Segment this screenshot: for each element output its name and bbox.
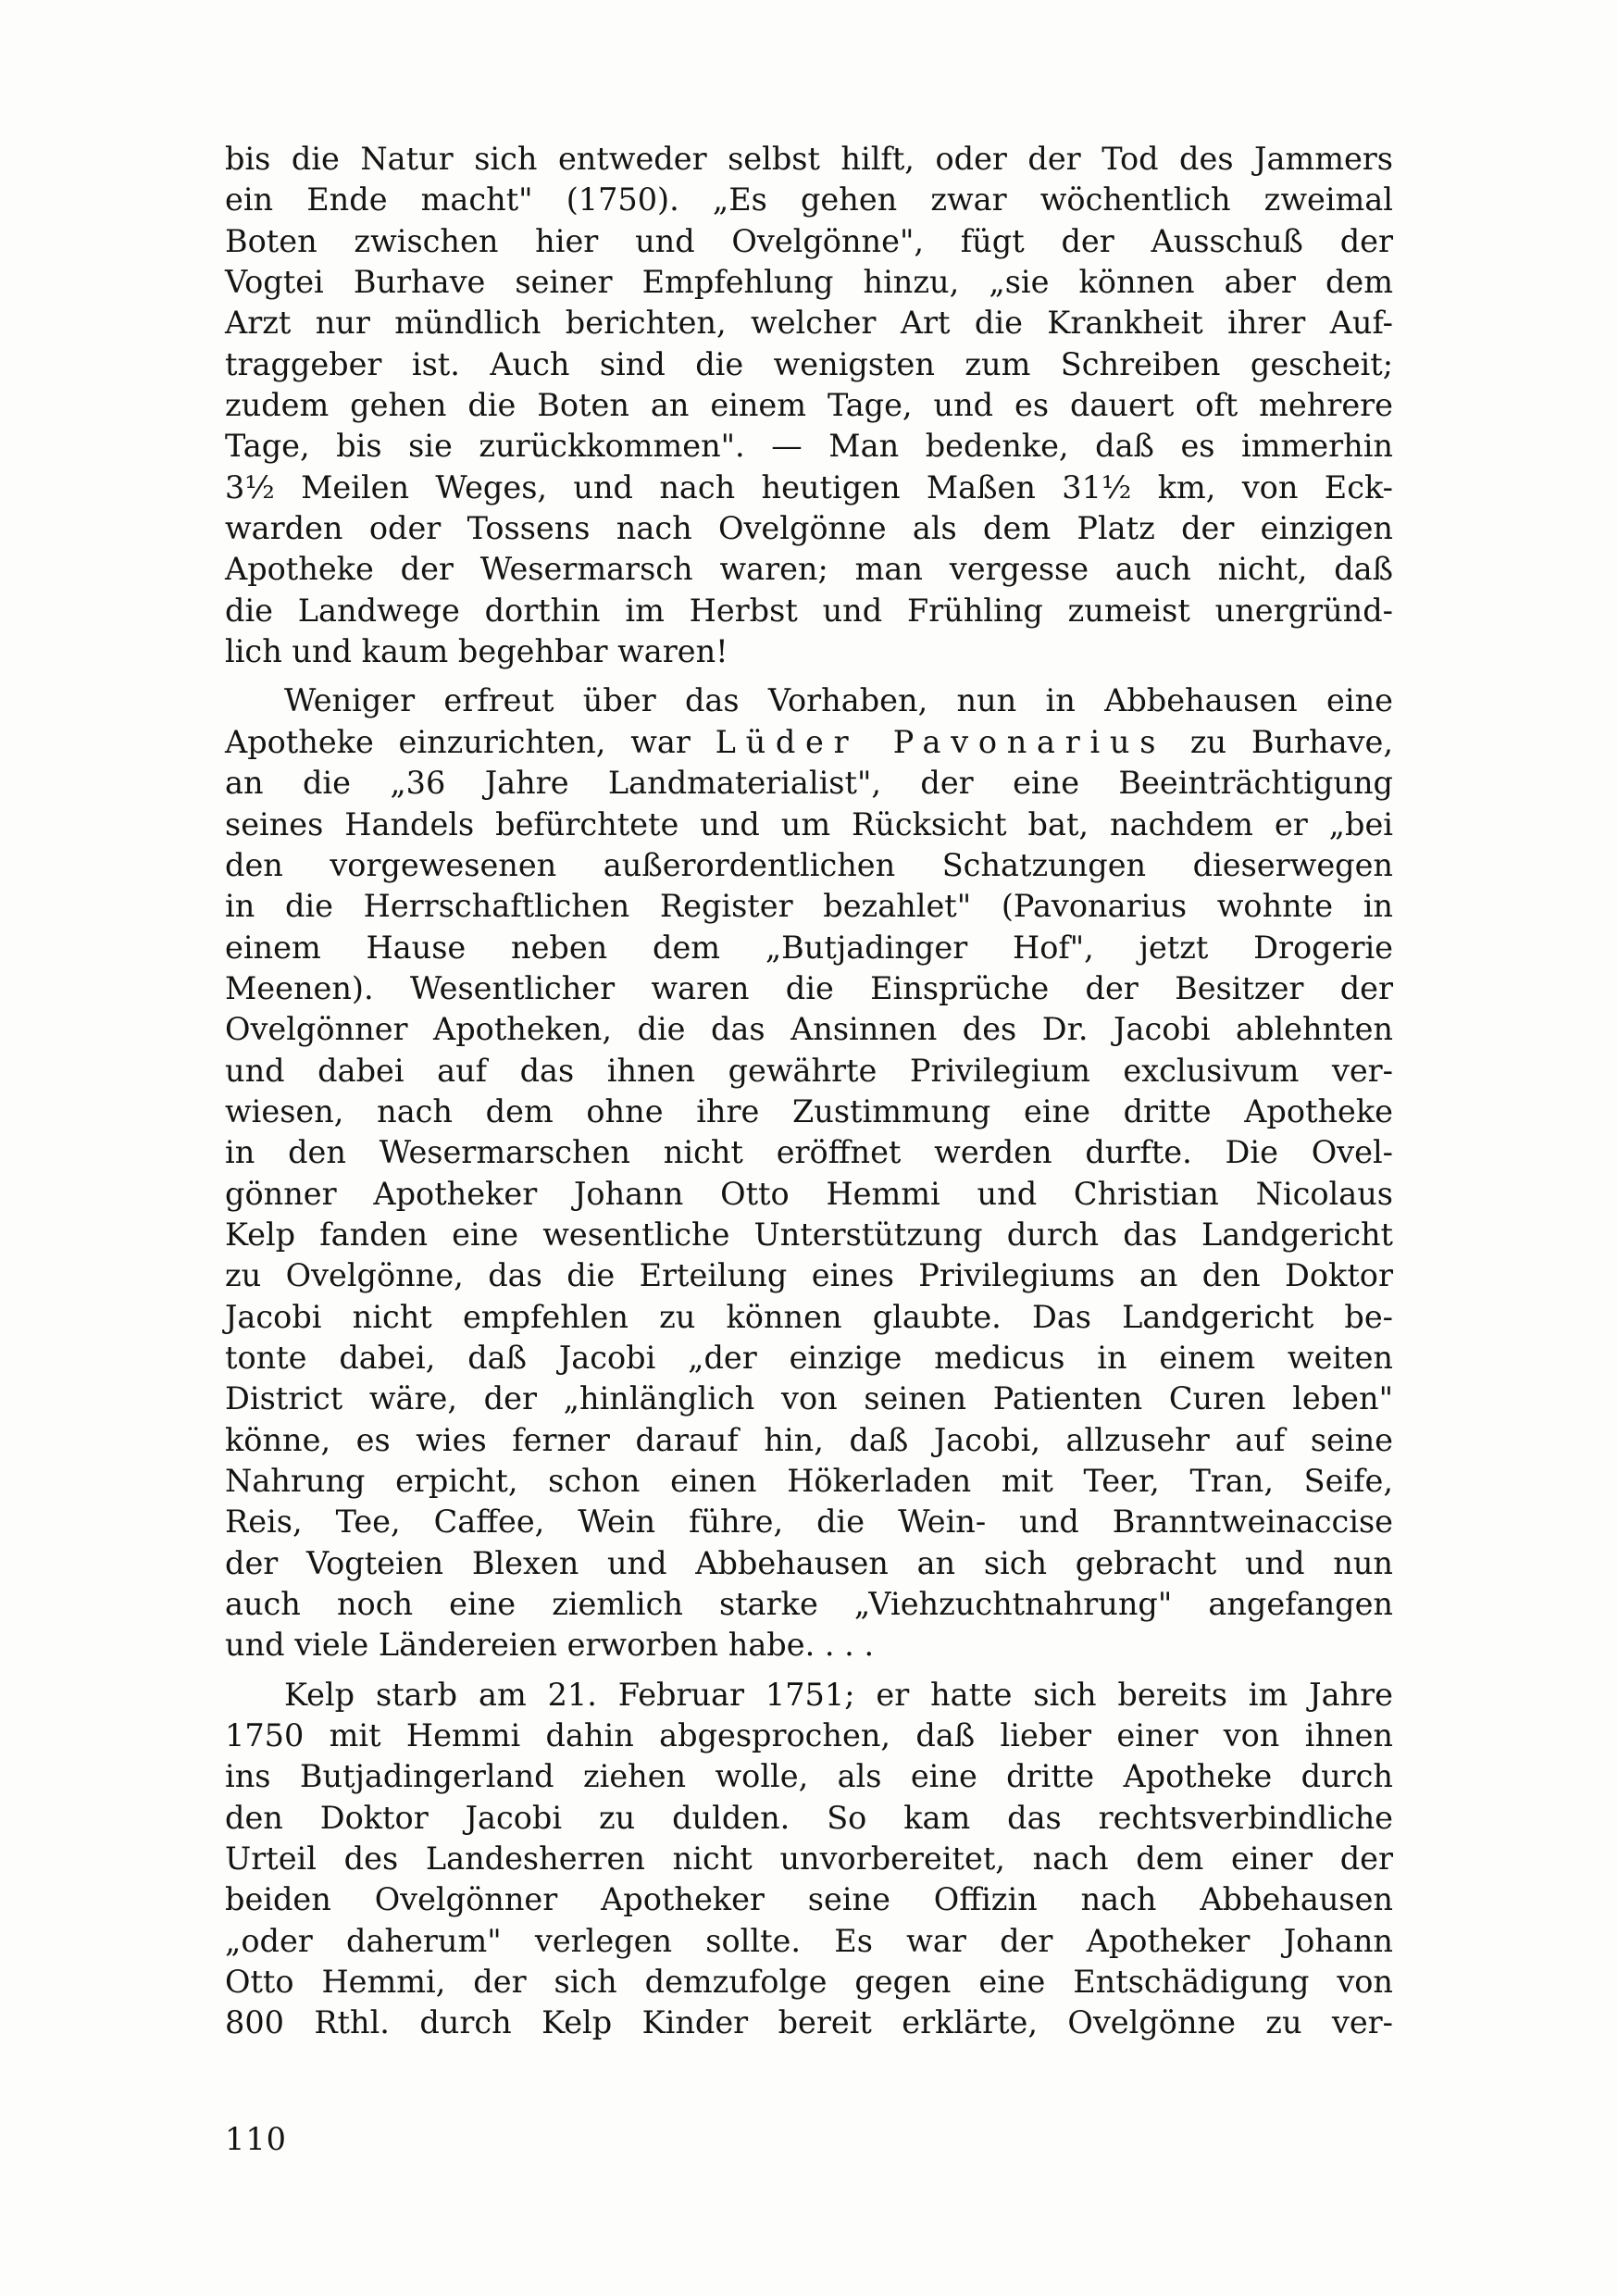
page-number: 110 (225, 2121, 287, 2157)
text-line: Reis, Tee, Caffee, Wein führe, die Wein- und Branntweinaccise (225, 1504, 1393, 1541)
text-line: den Doktor Jacobi zu dulden. So kam das rechtsverbindliche (225, 1799, 1393, 1836)
text-line: tonte dabei, daß Jacobi „der einzige medicus in einem weiten (225, 1339, 1393, 1376)
text-line: könne, es wies ferner darauf hin, daß Jacobi, allzusehr auf seine (225, 1421, 1393, 1458)
text-segment: zu Burhave, (1165, 723, 1393, 760)
text-line: 800 Rthl. durch Kelp Kinder bereit erklärte, Ovelgönne zu ver- (225, 2004, 1393, 2041)
text-line: Ovelgönner Apotheken, die das Ansinnen des Dr. Jacobi ablehnten (225, 1011, 1393, 1048)
text-line: Urteil des Landesherren nicht unvorbereitet, nach dem einer der (225, 1841, 1393, 1878)
text-line: District wäre, der „hinlänglich von seinen Patienten Curen leben" (225, 1380, 1393, 1417)
text-line: einem Hause neben dem „Butjadinger Hof", jetzt Drogerie (225, 929, 1393, 966)
paragraph-3 (225, 1675, 1393, 2044)
text-line: Kelp starb am 21. Februar 1751; er hatte sich bereits im Jahre (284, 1676, 1393, 1713)
paragraph-1 (225, 139, 1393, 672)
paragraph-gap (225, 1666, 1393, 1675)
text-line: Vogtei Burhave seiner Empfehlung hinzu, „sie können aber dem (225, 264, 1393, 301)
text-line: Nahrung erpicht, schon einen Hökerladen mit Teer, Tran, Seife, (225, 1463, 1393, 1499)
text-line: in die Herrschaftlichen Register bezahlet" (Pavonarius wohnte in (225, 888, 1393, 925)
text-line: in den Wesermarschen nicht eröffnet werden durfte. Die Ovel- (225, 1134, 1393, 1171)
text-line: traggeber ist. Auch sind die wenigsten zum Schreiben gescheit; (225, 345, 1393, 382)
text-line: Arzt nur mündlich berichten, welcher Art die Krankheit ihrer Auf- (225, 305, 1393, 342)
text-line: warden oder Tossens nach Ovelgönne als dem Platz der einzigen (225, 510, 1393, 547)
text-line: bis die Natur sich entweder selbst hilft, oder der Tod des Jammers (225, 141, 1393, 177)
text-line: wiesen, nach dem ohne ihre Zustimmung eine dritte Apotheke (225, 1092, 1393, 1129)
text-line: beiden Ovelgönner Apotheker seine Offizin nach Abbehausen (225, 1881, 1393, 1918)
text-line: an die „36 Jahre Landmaterialist", der eine Beeinträchtigung (225, 765, 1393, 802)
text-line: Weniger erfreut über das Vorhaben, nun in Abbehausen eine (284, 682, 1393, 719)
text-line-spaced-name (225, 722, 1393, 763)
text-line: ein Ende macht" (1750). „Es gehen zwar wöchentlich zweimal (225, 181, 1393, 218)
text-line: der Vogteien Blexen und Abbehausen an sich gebracht und nun (225, 1544, 1393, 1581)
text-line: Kelp fanden eine wesentliche Unterstützung durch das Landgericht (225, 1216, 1393, 1253)
text-line: Tage, bis sie zurückkommen". — Man bedenke, daß es immerhin (225, 428, 1393, 465)
text-line: auch noch eine ziemlich starke „Viehzuchtnahrung" angefangen (225, 1586, 1393, 1623)
text-line: die Landwege dorthin im Herbst und Frühling zumeist unergründ- (225, 592, 1393, 629)
text-segment: Apotheke einzurichten, war (225, 723, 716, 760)
paragraph-gap (225, 672, 1393, 680)
text-line: „oder daherum" verlegen sollte. Es war der Apotheker Johann (225, 1922, 1393, 1959)
text-line: den vorgewesenen außerordentlichen Schatzungen dieserwegen (225, 846, 1393, 883)
text-line: Apotheke der Wesermarsch waren; man vergesse auch nicht, daß (225, 551, 1393, 588)
text-line: und dabei auf das ihnen gewährte Privilegium exclusivum ver- (225, 1052, 1393, 1089)
text-line: lich und kaum begehbar waren! (225, 633, 728, 670)
text-line: seines Handels befürchtete und um Rücksicht bat, nachdem er „bei (225, 805, 1393, 842)
body-text (225, 139, 1393, 2044)
text-line: gönner Apotheker Johann Otto Hemmi und Christian Nicolaus (225, 1175, 1393, 1212)
text-line: Meenen). Wesentlicher waren die Einsprüche der Besitzer der (225, 969, 1393, 1006)
spaced-person-name: Lüder Pavonarius (715, 723, 1166, 760)
text-line: zu Ovelgönne, das die Erteilung eines Privilegiums an den Doktor (225, 1257, 1393, 1294)
text-line: Boten zwischen hier und Ovelgönne", fügt der Ausschuß der (225, 222, 1393, 259)
text-line: ins Butjadingerland ziehen wolle, als eine dritte Apotheke durch (225, 1758, 1393, 1795)
text-line: zudem gehen die Boten an einem Tage, und es dauert oft mehrere (225, 387, 1393, 424)
text-line: und viele Ländereien erworben habe. . . . (225, 1627, 875, 1664)
text-line: Jacobi nicht empfehlen zu können glaubte. Das Landgericht be- (225, 1298, 1393, 1335)
text-line: 3½ Meilen Weges, und nach heutigen Maßen 31½ km, von Eck- (225, 468, 1393, 505)
text-line: Otto Hemmi, der sich demzufolge gegen eine Entschädigung von (225, 1964, 1393, 2001)
text-line: 1750 mit Hemmi dahin abgesprochen, daß lieber einer von ihnen (225, 1717, 1393, 1754)
paragraph-2 (225, 680, 1393, 1666)
